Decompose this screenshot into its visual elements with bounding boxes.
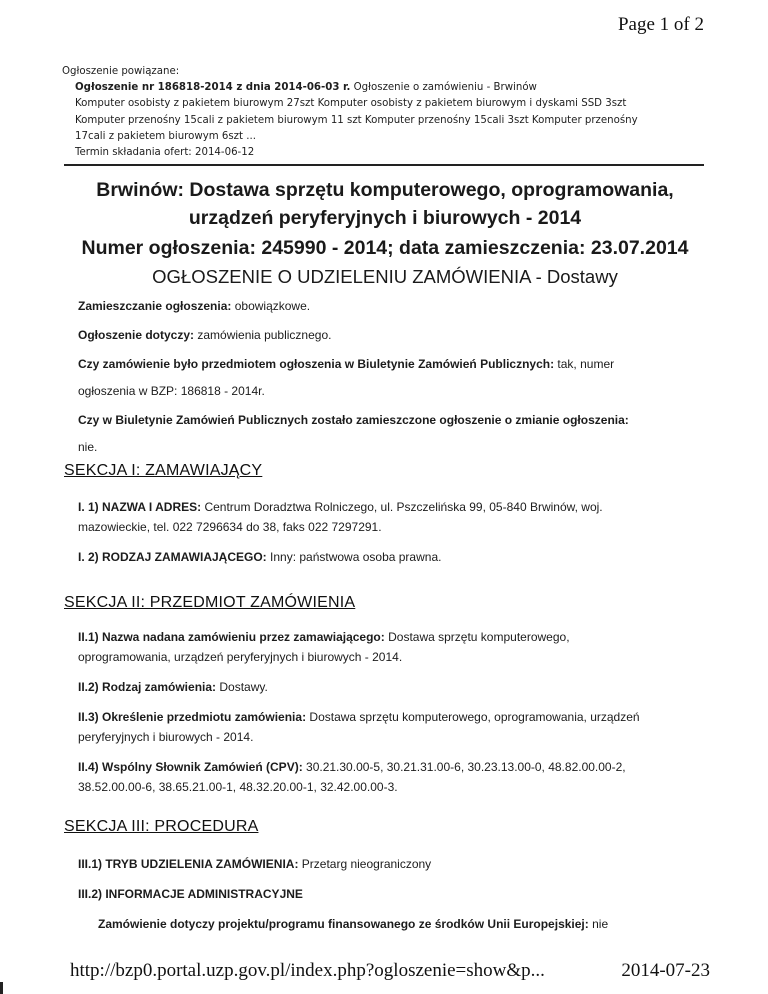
field-label: I. 1) NAZWA I ADRES: — [78, 500, 202, 514]
related-notice-deadline: Termin składania ofert: 2014-06-12 — [75, 147, 255, 159]
contract-name-field — [78, 629, 698, 645]
info-concerns — [78, 327, 698, 343]
notice-title-block — [60, 176, 710, 290]
cpv-field-cont: 38.52.00.00-6, 38.65.21.00-1, 48.32.20.00-1, 32.42.00.00-3. — [78, 780, 398, 794]
notice-type: OGŁOSZENIE O UDZIELENIU ZAMÓWIENIA - Dostawy — [152, 266, 618, 287]
related-notice-desc-line: 17cali z pakietem biurowym 6szt ... — [75, 130, 256, 142]
section-heading-contract-subject: SEKCJA II: PRZEDMIOT ZAMÓWIENIA — [64, 594, 356, 611]
section-heading-contracting-authority: SEKCJA I: ZAMAWIAJĄCY — [64, 462, 263, 479]
info-label: Zamieszczanie ogłoszenia: — [78, 299, 232, 313]
field-label: III.2) INFORMACJE ADMINISTRACYJNE — [78, 887, 303, 901]
address-field-cont: mazowieckie, tel. 022 7296634 do 38, faks 022 7297291. — [78, 520, 382, 534]
section-1-content — [78, 499, 698, 579]
footer-date: 2014-07-23 — [621, 960, 710, 981]
page-number: Page 1 of 2 — [617, 14, 704, 35]
field-label: I. 2) RODZAJ ZAMAWIAJĄCEGO: — [78, 550, 267, 564]
section-3-content — [78, 856, 698, 946]
info-change-value: nie. — [78, 440, 98, 454]
related-notice-title: Ogłoszenie o zamówieniu - Brwinów — [350, 82, 537, 94]
address-field — [78, 499, 698, 515]
related-notice-desc-line: Komputer osobisty z pakietem biurowym 27szt Komputer osobisty z pakietem biurowym i dyskami SSD 3szt — [75, 98, 627, 110]
field-label: II.2) Rodzaj zamówienia: — [78, 680, 217, 694]
info-publication — [78, 298, 698, 314]
related-notice-entry — [62, 80, 702, 161]
field-label: II.4) Wspólny Słownik Zamówień (CPV): — [78, 760, 303, 774]
contract-subject-field-cont: peryferyjnych i biurowych - 2014. — [78, 730, 254, 744]
field-value: nie — [588, 917, 609, 931]
field-value: 30.21.30.00-5, 30.21.31.00-6, 30.23.13.00-0, 48.82.00.00-2, — [302, 760, 626, 774]
section-heading-procedure: SEKCJA III: PROCEDURA — [64, 818, 259, 835]
info-label: Czy w Biuletynie Zamówień Publicznych zostało zamieszczone ogłoszenie o zmianie ogłoszenia: — [78, 413, 629, 427]
footer-url[interactable]: http://bzp0.portal.uzp.gov.pl/index.php?ogloszenie=show&p... — [70, 960, 545, 981]
field-value: Przetarg nieograniczony — [298, 857, 432, 871]
field-value: Dostawy. — [216, 680, 268, 694]
info-label: Czy zamówienie było przedmiotem ogłoszenia w Biuletynie Zamówień Publicznych: — [78, 357, 555, 371]
info-value: tak, numer — [554, 357, 615, 371]
scan-edge-mark — [0, 982, 3, 994]
notice-title-line: Brwinów: Dostawa sprzętu komputerowego, oprogramowania, — [96, 179, 674, 201]
section-2-content — [78, 629, 698, 809]
info-value: zamówienia publicznego. — [194, 328, 332, 342]
info-change — [78, 412, 698, 428]
contract-subject-field — [78, 709, 698, 725]
authority-type-field — [78, 549, 698, 565]
print-footer — [70, 960, 710, 982]
notice-title — [60, 176, 710, 232]
related-notice — [62, 64, 702, 161]
notice-info — [78, 298, 698, 468]
field-value: Inny: państwowa osoba prawna. — [266, 550, 442, 564]
cpv-field — [78, 759, 698, 775]
contract-kind-field — [78, 679, 698, 695]
info-bzp — [78, 356, 698, 372]
info-value: obowiązkowe. — [231, 299, 311, 313]
eu-funding-field — [78, 916, 698, 932]
field-value: Dostawa sprzętu komputerowego, oprogramowania, urządzeń — [306, 710, 640, 724]
field-label: Zamówienie dotyczy projektu/programu finansowanego ze środków Unii Europejskiej: — [98, 917, 589, 931]
field-label: III.1) TRYB UDZIELENIA ZAMÓWIENIA: — [78, 857, 299, 871]
header-divider — [64, 164, 704, 166]
info-bzp-cont: ogłoszenia w BZP: 186818 - 2014r. — [78, 384, 265, 398]
field-label: II.1) Nazwa nadana zamówieniu przez zamawiającego: — [78, 630, 385, 644]
field-label: II.3) Określenie przedmiotu zamówienia: — [78, 710, 307, 724]
procedure-mode-field — [78, 856, 698, 872]
notice-number: Numer ogłoszenia: 245990 - 2014; data zamieszczenia: 23.07.2014 — [81, 237, 689, 259]
field-value: Centrum Doradztwa Rolniczego, ul. Pszczelińska 99, 05-840 Brwinów, woj. — [201, 500, 603, 514]
contract-name-field-cont: oprogramowania, urządzeń peryferyjnych i biurowych - 2014. — [78, 650, 403, 664]
info-label: Ogłoszenie dotyczy: — [78, 328, 195, 342]
notice-title-line: urządzeń peryferyjnych i biurowych - 2014 — [188, 207, 582, 229]
related-notice-desc-line: Komputer przenośny 15cali z pakietem biurowym 11 szt Komputer przenośny 15cali 3szt Komputer przenośny — [75, 114, 638, 126]
field-value: Dostawa sprzętu komputerowego, — [384, 630, 570, 644]
admin-info-heading — [78, 886, 698, 902]
related-notice-link[interactable]: Ogłoszenie nr 186818-2014 z dnia 2014-06-03 r. — [75, 82, 351, 94]
related-notice-label: Ogłoszenie powiązane: — [62, 66, 180, 77]
